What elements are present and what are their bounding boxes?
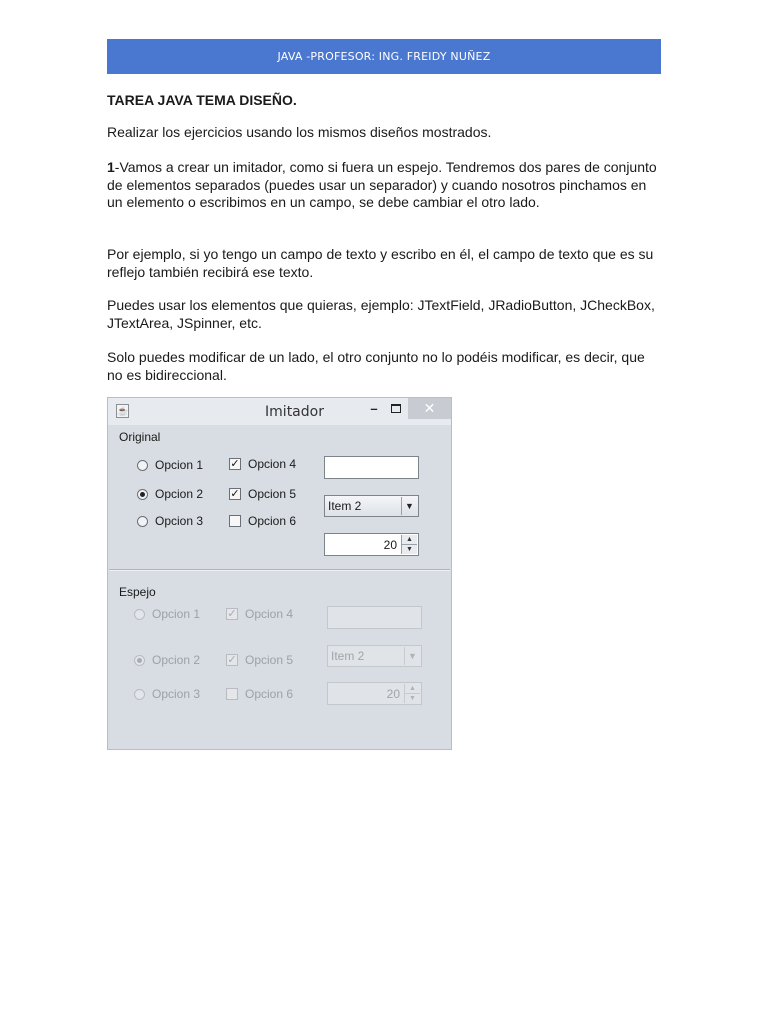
spinner-down-icon: ▼ <box>409 694 416 702</box>
maximize-button[interactable] <box>382 398 410 419</box>
original-panel-label: Original <box>119 430 161 444</box>
checkbox-label: Opcion 5 <box>245 653 294 667</box>
header-text: JAVA -PROFESOR: ING. FREIDY NUÑEZ <box>277 50 491 63</box>
exercise-number: 1 <box>107 159 115 175</box>
mirror-check-4 <box>226 607 293 621</box>
checkbox-empty <box>226 688 238 700</box>
checkbox-label: Opcion 5 <box>248 487 297 501</box>
document-title: TAREA JAVA TEMA DISEÑO. <box>107 92 297 108</box>
mirror-check-6 <box>226 687 293 701</box>
radio-circle <box>137 460 148 471</box>
java-cup-icon: ☕ <box>117 406 129 416</box>
radio-label: Opcion 2 <box>155 487 204 501</box>
radio-label: Opcion 1 <box>155 458 204 472</box>
mirror-radio-2 <box>134 653 200 667</box>
spinner-value: 20 <box>383 538 397 552</box>
mirror-spinner <box>327 682 422 705</box>
example-paragraph: Por ejemplo, si yo tengo un campo de texto y escribo en él, el campo de texto que es su reflejo también recibirá ese texto. <box>107 246 654 280</box>
checkbox-label: Opcion 4 <box>248 457 297 471</box>
original-check-5[interactable] <box>229 487 296 501</box>
radio-label: Opcion 3 <box>155 514 204 528</box>
window-titlebar[interactable] <box>108 398 451 425</box>
combo-value: Item 2 <box>328 499 362 513</box>
spinner-up-icon[interactable]: ▲ <box>402 535 417 545</box>
dropdown-arrow-icon[interactable]: ▼ <box>401 497 417 515</box>
exercise-1-paragraph <box>107 159 663 212</box>
original-text-field[interactable] <box>324 456 419 479</box>
minimize-button[interactable]: – <box>370 401 378 416</box>
radio-label: Opcion 1 <box>152 607 201 621</box>
constraint-paragraph: Solo puedes modificar de un lado, el otro conjunto no lo podéis modificar, es decir, que no es bidireccional. <box>107 349 645 383</box>
radio-circle-selected <box>134 655 145 666</box>
spinner-buttons <box>404 684 420 703</box>
exercise-1-text: -Vamos a crear un imitador, como si fuera un espejo. Tendremos dos pares de conjunto de elementos separados (puedes usar un separador) y cuando nosotros pinchamos en un elemento o escribimos en un campo, se debe cambiar el otro lado. <box>107 159 657 210</box>
original-check-6[interactable] <box>229 514 296 528</box>
radio-label: Opcion 3 <box>152 687 201 701</box>
original-spinner[interactable] <box>324 533 419 556</box>
intro-paragraph: Realizar los ejercicios usando los mismos diseños mostrados. <box>107 124 492 140</box>
checkbox-empty <box>229 515 241 527</box>
spinner-up-icon: ▲ <box>405 684 420 694</box>
close-button[interactable]: ✕ <box>408 398 451 419</box>
combo-value: Item 2 <box>331 649 365 663</box>
document-header-bar <box>107 39 661 74</box>
maximize-icon <box>391 404 401 413</box>
spinner-value: 20 <box>386 687 400 701</box>
checkbox-label: Opcion 4 <box>245 607 294 621</box>
spinner-down-icon[interactable]: ▼ <box>406 545 413 553</box>
window-title: Imitador <box>265 404 324 420</box>
mirror-radio-1 <box>134 607 200 621</box>
checkmark-icon: ✓ <box>227 608 237 620</box>
mirror-check-5 <box>226 653 293 667</box>
checkmark-icon: ✓ <box>227 654 237 666</box>
dropdown-arrow-icon: ▼ <box>404 647 420 665</box>
mirror-text-field <box>327 606 422 629</box>
checkbox-label: Opcion 6 <box>248 514 297 528</box>
radio-circle <box>137 516 148 527</box>
checkmark-icon: ✓ <box>230 488 240 500</box>
radio-label: Opcion 2 <box>152 653 201 667</box>
panel-separator <box>109 569 450 571</box>
checkmark-icon: ✓ <box>230 458 240 470</box>
radio-circle-selected <box>137 489 148 500</box>
checkbox-label: Opcion 6 <box>245 687 294 701</box>
radio-circle <box>134 689 145 700</box>
original-radio-2[interactable] <box>137 487 203 501</box>
original-radio-1[interactable] <box>137 458 203 472</box>
original-combo-box[interactable] <box>324 495 419 517</box>
mirror-panel-label: Espejo <box>119 585 156 599</box>
mirror-radio-3 <box>134 687 200 701</box>
radio-circle <box>134 609 145 620</box>
original-radio-3[interactable] <box>137 514 203 528</box>
imitador-window <box>107 397 452 750</box>
spinner-buttons <box>401 535 417 554</box>
mirror-combo-box <box>327 645 422 667</box>
original-check-4[interactable] <box>229 457 296 471</box>
elements-paragraph: Puedes usar los elementos que quieras, ejemplo: JTextField, JRadioButton, JCheckBox, JTextArea, JSpinner, etc. <box>107 297 655 331</box>
